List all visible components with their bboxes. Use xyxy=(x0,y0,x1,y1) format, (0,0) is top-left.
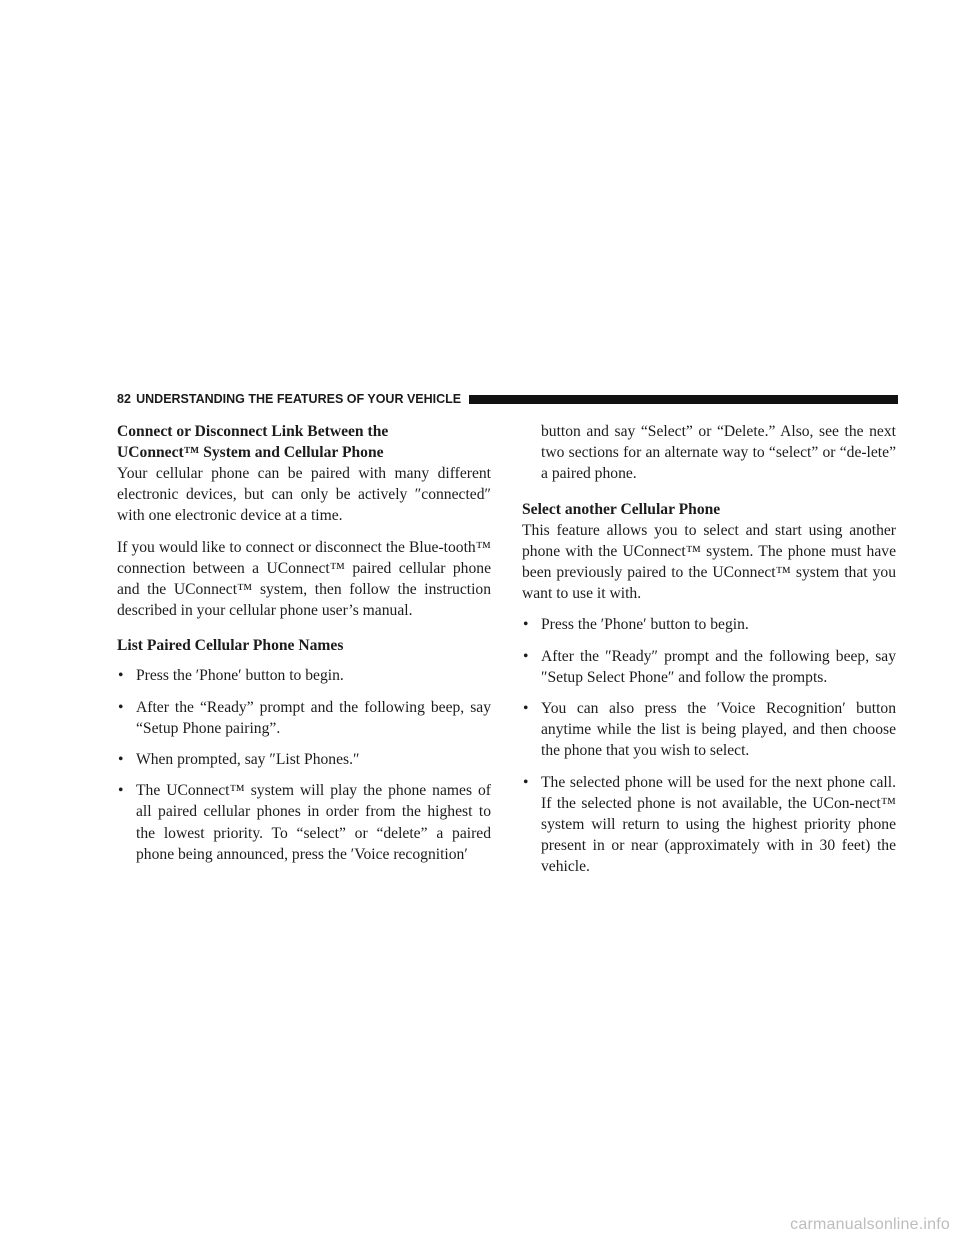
bullet-icon: • xyxy=(118,751,124,769)
site-watermark: carmanualsonline.info xyxy=(790,1216,950,1233)
list-item-text: After the “Ready” prompt and the following beep, say “Setup Phone pairing”. xyxy=(136,698,491,737)
bullet-icon: • xyxy=(118,782,124,800)
left-column xyxy=(117,421,491,875)
section-heading-connect-line2: UConnect™ System and Cellular Phone xyxy=(117,444,384,461)
section-heading-list-paired: List Paired Cellular Phone Names xyxy=(117,637,344,655)
list-item-text: Press the ′Phone′ button to begin. xyxy=(136,667,344,685)
bullet-icon: • xyxy=(523,616,529,634)
list-item-text: The UConnect™ system will play the phone names of all paired cellular phones in order from the highest to the lowest priority. To “select” or “delete” a paired phone being announced, press the ′Voice recognition′ xyxy=(136,782,491,863)
list-item-text: After the ″Ready″ prompt and the following beep, say ″Setup Select Phone″ and follow the prompts. xyxy=(541,647,896,686)
list-item xyxy=(117,665,491,686)
list-item-text: The selected phone will be used for the next phone call. If the selected phone is not available, the UCon-nect™ system will return to using the highest priority phone present in or near (approximately with in 30 feet) the vehicle. xyxy=(541,773,896,876)
header-rule xyxy=(469,395,898,404)
list-item xyxy=(117,749,491,770)
page-header xyxy=(117,390,898,408)
section-heading-connect-line1: Connect or Disconnect Link Between the xyxy=(117,423,389,440)
list-item xyxy=(522,646,896,688)
list-item xyxy=(117,697,491,739)
section-title: UNDERSTANDING THE FEATURES OF YOUR VEHICLE xyxy=(136,392,462,406)
list-item-continuation: button and say “Select” or “Delete.” Also, see the next two sections for an alternate way to “select” or “de-lete” a paired phone. xyxy=(541,423,896,483)
list-item-text: You can also press the ′Voice Recognition′ button anytime while the list is being played, and then choose the phone that you wish to select. xyxy=(541,700,896,760)
page-number: 82 xyxy=(117,392,132,406)
section-heading-select-phone: Select another Cellular Phone xyxy=(522,500,721,518)
bullet-icon: • xyxy=(118,698,124,716)
list-item xyxy=(522,614,896,635)
paragraph-paired-devices: Your cellular phone can be paired with many different electronic devices, but can only be actively ″connected″ with one electronic device at a time. xyxy=(117,465,491,525)
bullet-icon: • xyxy=(523,773,529,791)
list-item xyxy=(522,772,896,878)
right-column xyxy=(522,421,896,888)
list-item xyxy=(117,780,491,865)
paragraph-connect-instructions: If you would like to connect or disconnect the Blue-tooth™ connection between a UConnect™ paired cellular phone and the UConnect™ system, then follow the instruction described in your cellular phone user’s manual. xyxy=(117,538,491,620)
list-item-text: Press the ′Phone′ button to begin. xyxy=(541,616,749,634)
list-item-text: When prompted, say ″List Phones.″ xyxy=(136,751,360,769)
bullet-icon: • xyxy=(523,700,529,718)
list-item xyxy=(522,698,896,762)
paragraph-select-phone: This feature allows you to select and start using another phone with the UConnect™ system. The phone must have been previously paired to the UConnect™ system that you want to use it with. xyxy=(522,521,896,603)
bullet-icon: • xyxy=(523,647,529,665)
bullet-icon: • xyxy=(118,667,124,685)
